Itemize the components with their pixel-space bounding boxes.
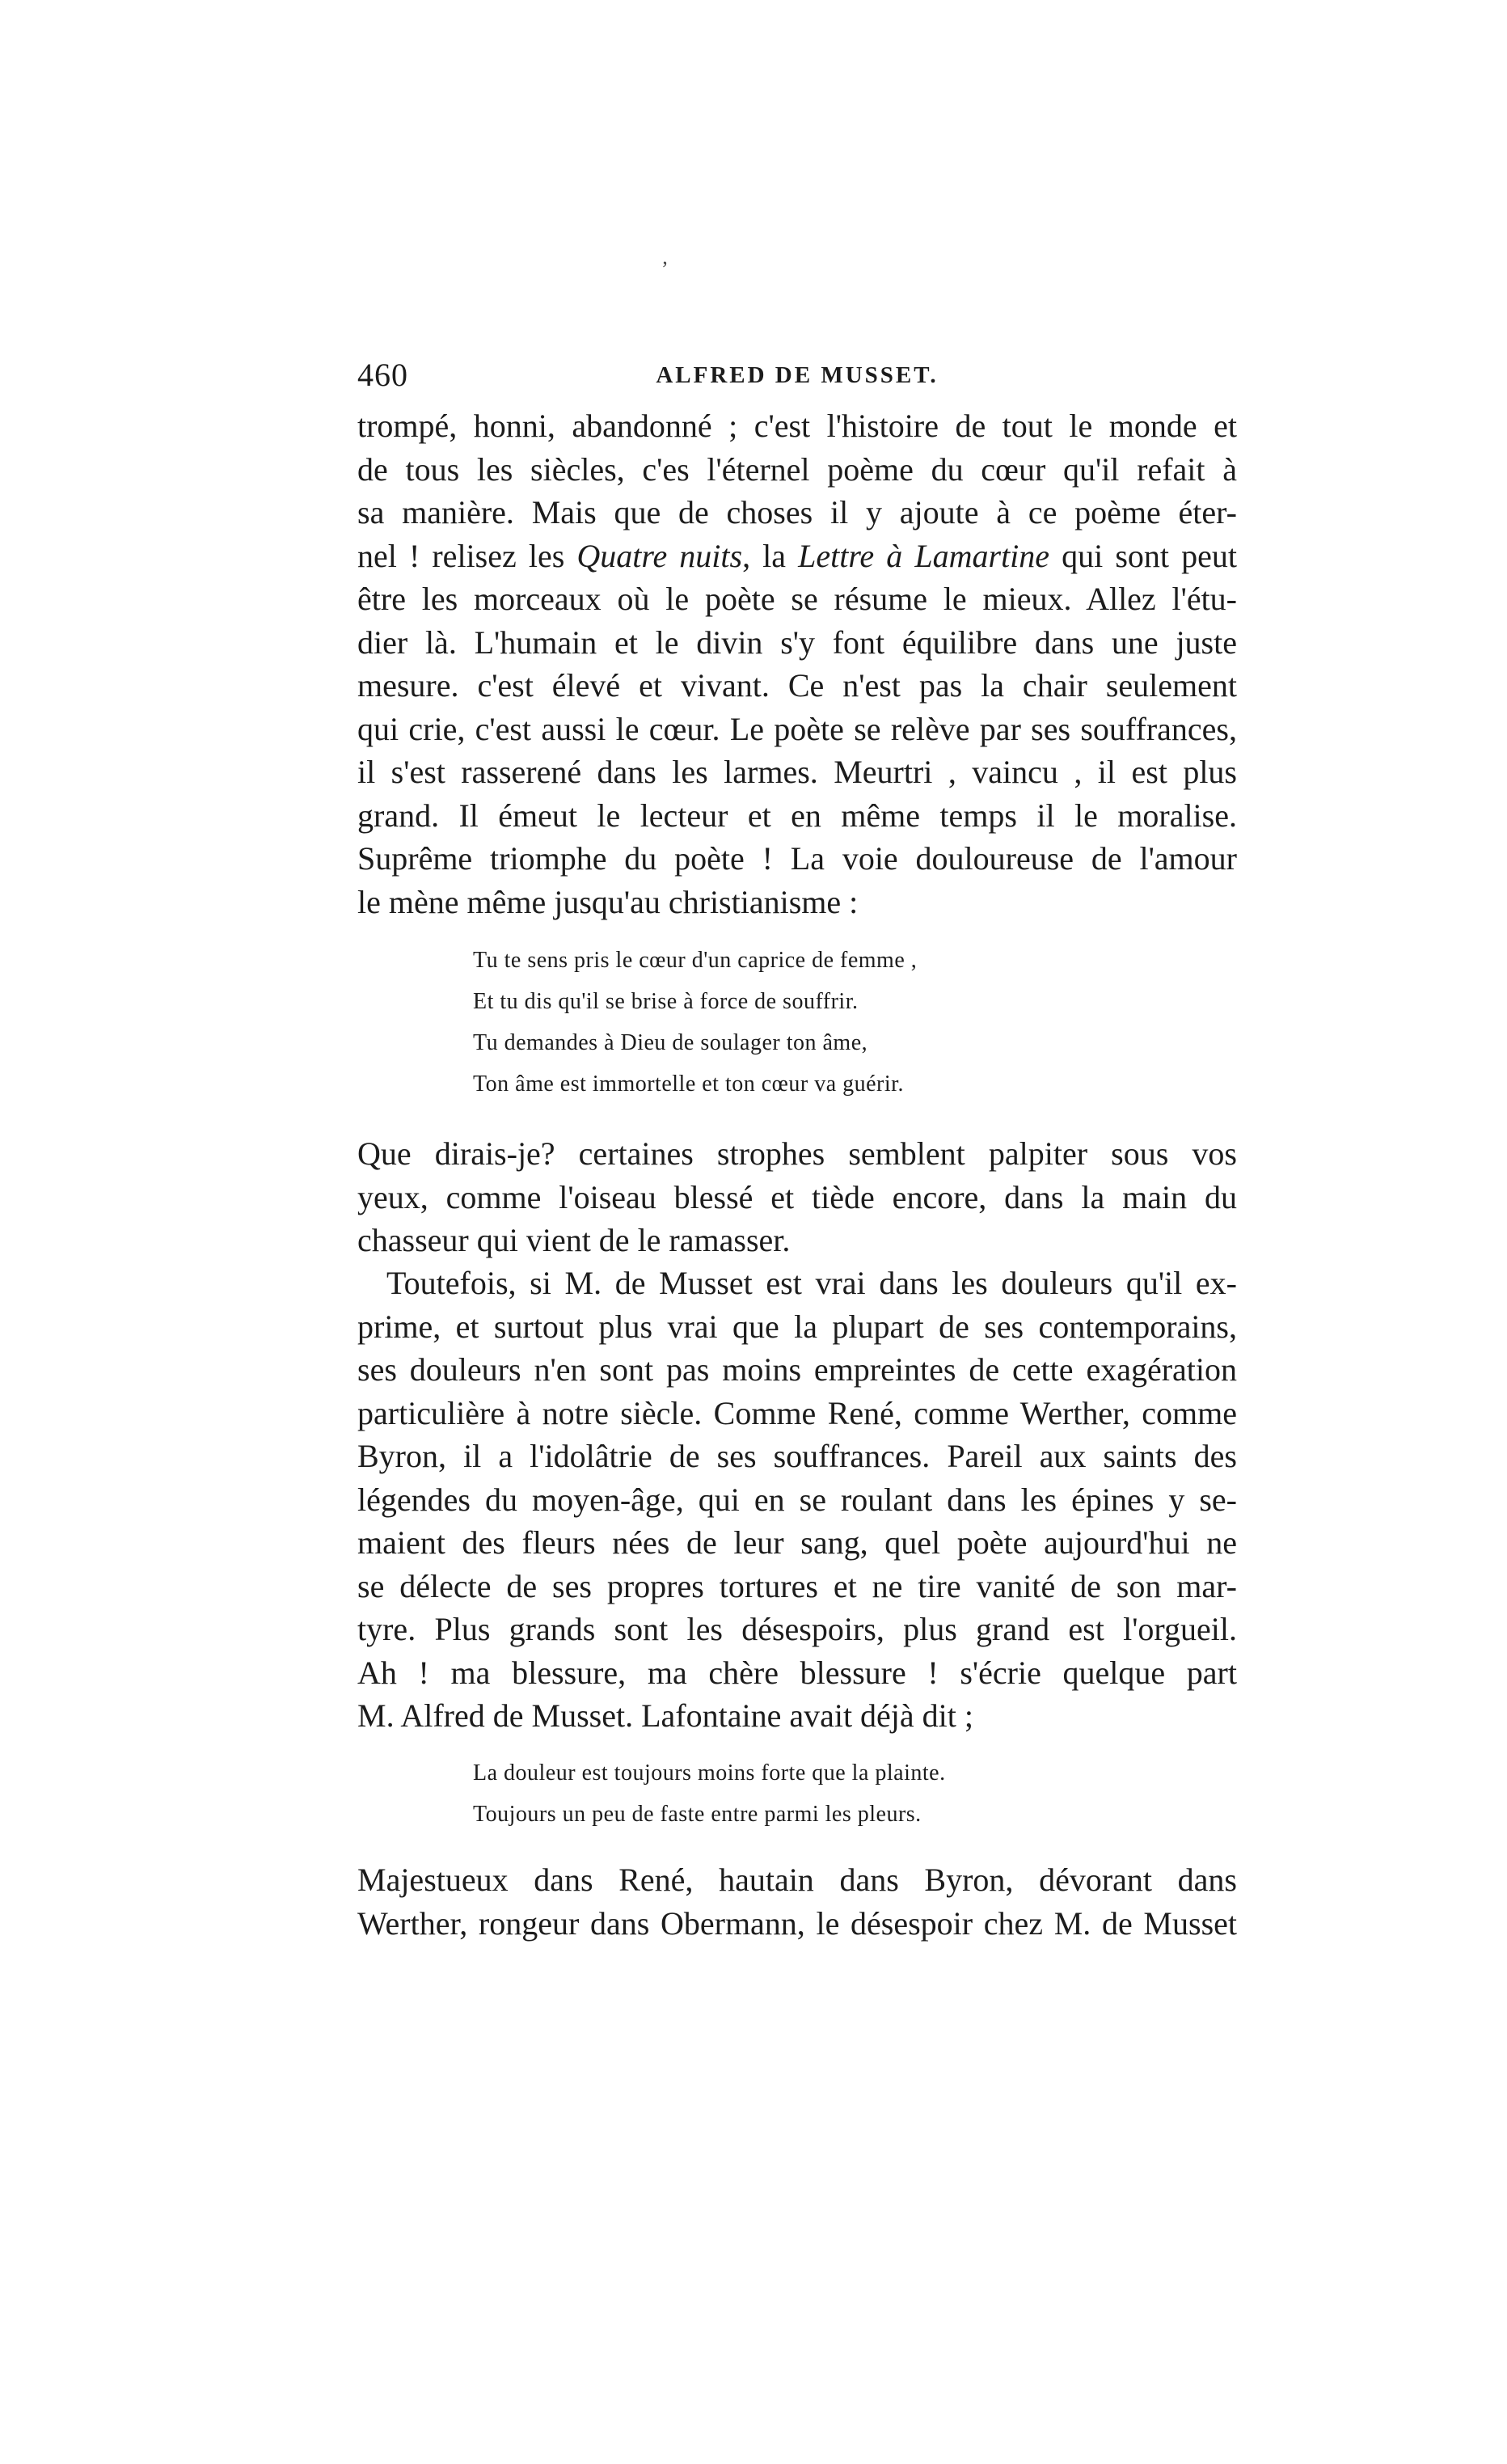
text-line: dier là. L'humain et le divin s'y font équilibre dans une juste <box>357 623 1237 661</box>
verse-line: Toujours un peu de faste entre parmi les pleurs. <box>473 1802 922 1827</box>
text-line: tyre. Plus grands sont les désespoirs, plus grand est l'orgueil. <box>357 1611 1237 1647</box>
text-line: se délecte de ses propres tortures et ne tire vanité de son mar- <box>357 1567 1237 1604</box>
verse-line: Et tu dis qu'il se brise à force de souffrir. <box>473 989 859 1014</box>
text-line: Toutefois, si M. de Musset est vrai dans les douleurs qu'il ex- <box>386 1265 1237 1301</box>
text-line: Majestueux dans René, hautain dans Byron, dévorant dans <box>357 1862 1237 1898</box>
text-line: sa manière. Mais que de choses il y ajoute à ce poème éter- <box>357 494 1237 530</box>
text-line: trompé, honni, abandonné ; c'est l'histoire de tout le monde et <box>357 408 1237 444</box>
text-line-with-titles <box>357 535 1237 578</box>
work-title: Lettre à Lamartine <box>798 537 1050 574</box>
text-line: mesure. c'est élevé et vivant. Ce n'est pas la chair seulement <box>357 667 1237 704</box>
text-line: ses douleurs n'en sont pas moins empreintes de cette exagération <box>357 1351 1237 1388</box>
text-line: Byron, il a l'idolâtrie de ses souffrances. Pareil aux saints des <box>357 1438 1237 1474</box>
paragraph-1 <box>357 404 1237 923</box>
verse-line: Tu te sens pris le cœur d'un caprice de femme , <box>473 948 918 973</box>
text-line: chasseur qui vient de le ramasser. <box>357 1222 791 1258</box>
paragraph-2 <box>357 1132 1237 1262</box>
text-line: Suprême triomphe du poète ! La voie douloureuse de l'amour <box>357 840 1237 877</box>
verse-line: Tu demandes à Dieu de soulager ton âme, <box>473 1030 868 1055</box>
paragraph-3 <box>357 1262 1237 1738</box>
text-line: yeux, comme l'oiseau blessé et tiède encore, dans la main du <box>357 1178 1237 1215</box>
text-segment: qui sont peut <box>1049 537 1237 574</box>
verse-line: Ton âme est immortelle et ton cœur va guérir. <box>473 1071 904 1097</box>
text-line: maient des fleurs nées de leur sang, quel poète aujourd'hui ne <box>357 1524 1237 1561</box>
text-segment: nel ! relisez les <box>357 537 577 574</box>
stray-mark: ʼ <box>661 257 669 281</box>
text-line: particulière à notre siècle. Comme René, comme Werther, comme <box>357 1394 1237 1431</box>
text-segment: , la <box>742 537 799 574</box>
text-line: qui crie, c'est aussi le cœur. Le poète se relève par ses souffrances, <box>357 710 1237 747</box>
text-line: légendes du moyen-âge, qui en se roulant dans les épines y se- <box>357 1481 1237 1518</box>
verse-quote-1 <box>473 940 917 1105</box>
text-line: Werther, rongeur dans Obermann, le désespoir chez M. de Musset <box>357 1904 1237 1942</box>
text-line: Ah ! ma blessure, ma chère blessure ! s'écrie quelque part <box>357 1654 1237 1691</box>
text-line: il s'est rasserené dans les larmes. Meurtri , vaincu , il est plus <box>357 754 1237 790</box>
text-line: le mène même jusqu'au christianisme : <box>357 883 859 920</box>
text-line: être les morceaux où le poète se résume le mieux. Allez l'étu- <box>357 581 1237 617</box>
page-header <box>357 356 1237 404</box>
text-line: M. Alfred de Musset. Lafontaine avait déjà dit ; <box>357 1697 974 1734</box>
verse-line: La douleur est toujours moins forte que la plainte. <box>473 1760 946 1786</box>
text-line: prime, et surtout plus vrai que la plupart de ses contemporains, <box>357 1308 1237 1345</box>
text-line: de tous les siècles, c'es l'éternel poème du cœur qu'il refait à <box>357 450 1237 488</box>
page-number: 460 <box>357 357 408 393</box>
running-title: ALFRED DE MUSSET. <box>656 362 939 388</box>
work-title: Quatre nuits <box>576 537 743 574</box>
verse-quote-2 <box>473 1752 946 1835</box>
text-line: grand. Il émeut le lecteur et en même temps il le moralise. <box>357 797 1237 834</box>
paragraph-4 <box>357 1858 1237 1945</box>
text-line: Que dirais-je? certaines strophes semblent palpiter sous vos <box>357 1135 1237 1172</box>
